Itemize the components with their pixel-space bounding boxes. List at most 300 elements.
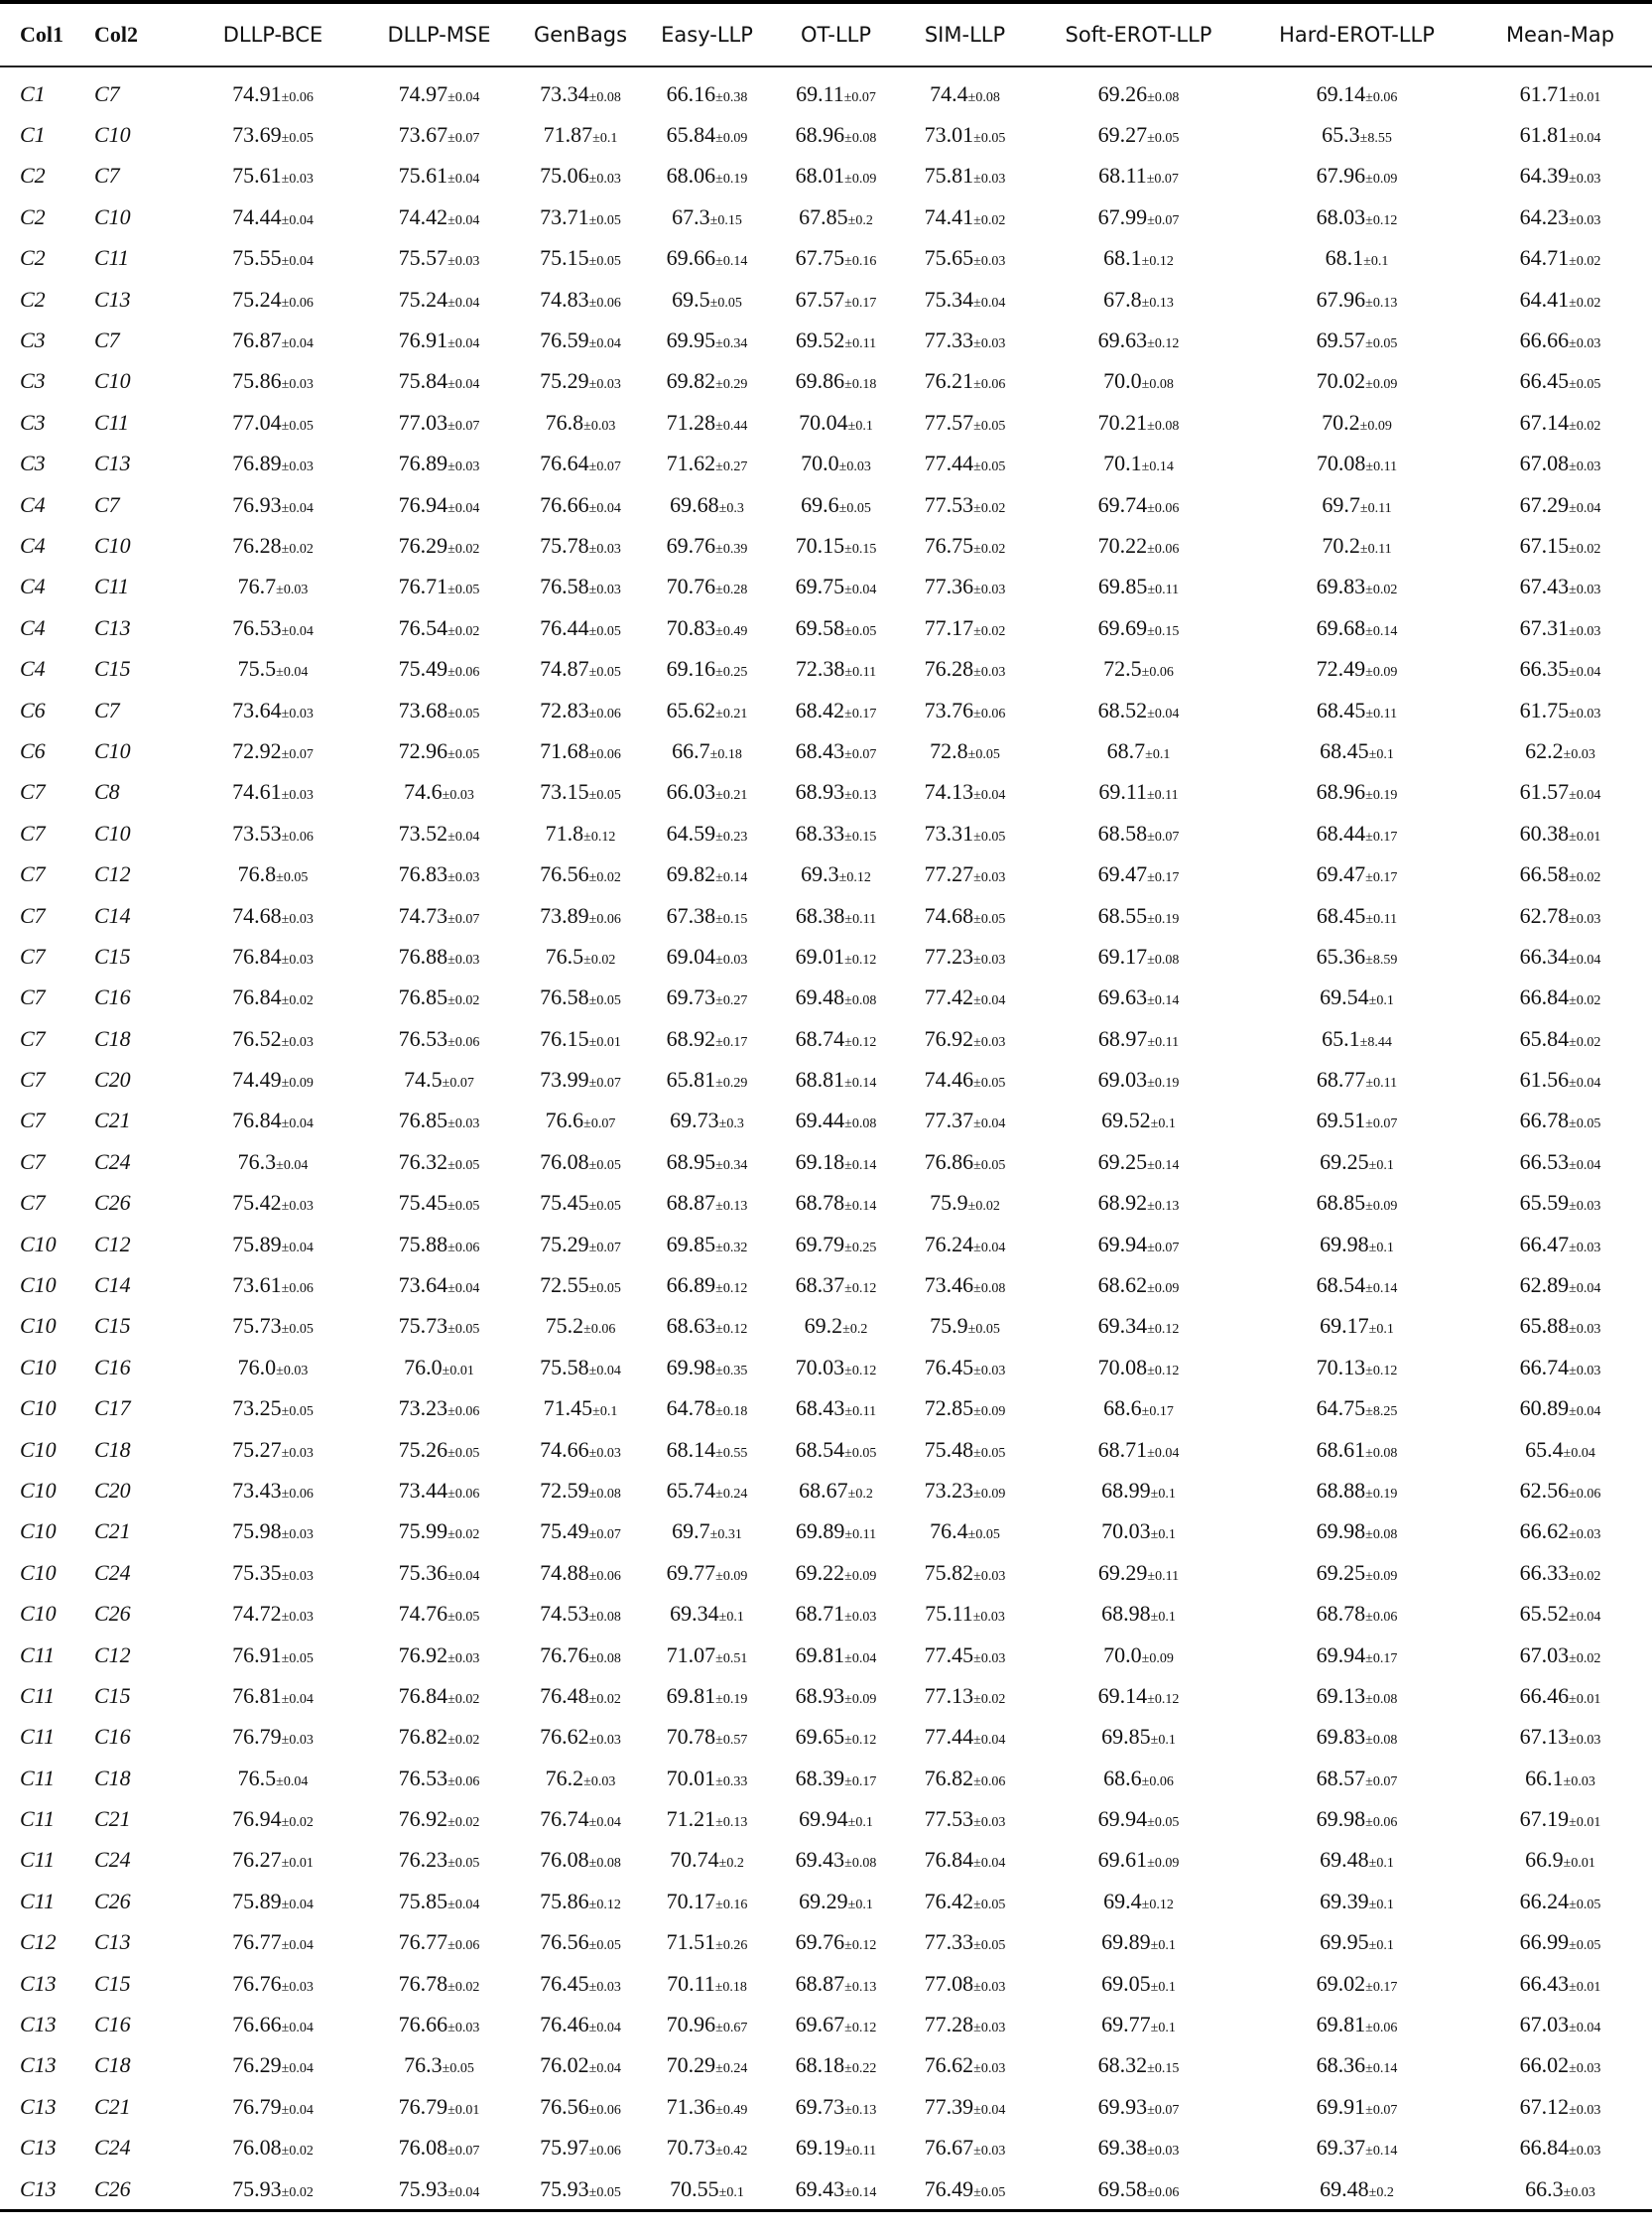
std-value: ±0.1	[1368, 1938, 1394, 1954]
mean-value: 66.43	[1519, 1970, 1570, 1996]
mean-value: 69.2	[804, 1313, 843, 1339]
std-value: ±0.12	[583, 829, 616, 845]
table-row	[0, 114, 1652, 155]
std-value: ±0.04	[447, 1281, 480, 1297]
std-value: ±0.05	[1147, 131, 1180, 147]
std-value: ±0.03	[1569, 623, 1601, 639]
value-cell	[774, 1429, 898, 1470]
mean-value: 66.47	[1519, 1231, 1570, 1256]
mean-value: 68.92	[1097, 1190, 1148, 1216]
mean-value: 76.0	[237, 1354, 277, 1379]
value-cell	[640, 648, 774, 689]
value-cell	[1032, 2168, 1245, 2209]
std-value: ±0.03	[838, 459, 871, 475]
value-cell	[521, 1141, 640, 1182]
std-value: ±0.06	[447, 1773, 480, 1789]
col1-cell: C4	[20, 574, 46, 599]
value-cell	[640, 114, 774, 155]
value-cell	[357, 2086, 521, 2127]
mean-value: 69.63	[1097, 984, 1148, 1010]
std-value: ±0.04	[281, 623, 314, 639]
value-cell	[357, 978, 521, 1018]
value-cell	[774, 1840, 898, 1881]
std-value: ±0.03	[281, 1445, 314, 1461]
value-cell	[357, 1470, 521, 1510]
std-value: ±0.05	[447, 746, 480, 762]
mean-value: 61.71	[1519, 80, 1570, 106]
value-cell	[357, 1141, 521, 1182]
value-cell	[521, 2086, 640, 2127]
mean-value: 76.78	[398, 1970, 448, 1996]
mean-value: 69.39	[1320, 1888, 1369, 1913]
mean-value: 69.73	[670, 1108, 719, 1133]
value-cell	[521, 2168, 640, 2209]
value-cell	[898, 1183, 1032, 1224]
mean-value: 76.84	[232, 1108, 282, 1133]
value-cell	[1032, 320, 1245, 360]
mean-value: 73.99	[540, 1067, 589, 1093]
mean-value: 66.53	[1519, 1148, 1570, 1174]
value-cell	[189, 1388, 357, 1429]
std-value: ±0.06	[973, 1773, 1006, 1789]
mean-value: 69.25	[1316, 1559, 1366, 1585]
value-cell	[640, 238, 774, 279]
col1-cell: C7	[20, 779, 46, 805]
mean-value: 75.93	[232, 2175, 282, 2201]
mean-value: 70.17	[666, 1888, 716, 1913]
std-value: ±0.14	[1147, 993, 1180, 1009]
std-value: ±0.07	[1365, 1116, 1398, 1132]
value-cell	[1032, 1840, 1245, 1881]
std-value: ±0.03	[588, 377, 621, 393]
mean-value: 69.04	[666, 943, 716, 969]
mean-value: 73.01	[924, 122, 974, 148]
std-value: ±0.17	[844, 1773, 877, 1789]
mean-value: 66.62	[1519, 1518, 1570, 1544]
mean-value: 68.77	[1316, 1067, 1366, 1093]
value-cell	[1468, 607, 1652, 648]
col1-cell: C13	[20, 2012, 57, 2037]
value-cell	[774, 1511, 898, 1552]
mean-value: 75.11	[925, 1601, 973, 1627]
std-value: ±0.08	[844, 1856, 877, 1872]
value-cell	[898, 648, 1032, 689]
std-value: ±0.2	[847, 212, 873, 228]
value-cell	[640, 361, 774, 402]
value-cell	[1032, 853, 1245, 894]
table-row	[0, 1183, 1652, 1224]
col1-cell: C6	[20, 697, 46, 722]
std-value: ±0.3	[718, 500, 744, 516]
mean-value: 68.38	[795, 902, 845, 928]
mean-value: 72.59	[540, 1477, 589, 1503]
table-row	[0, 402, 1652, 443]
std-value: ±0.07	[583, 1116, 616, 1132]
mean-value: 67.3	[672, 203, 710, 229]
value-cell	[640, 936, 774, 977]
mean-value: 69.01	[795, 943, 845, 969]
std-value: ±0.11	[1359, 541, 1392, 557]
bottom-rule	[0, 2209, 1652, 2212]
value-cell	[1032, 1018, 1245, 1059]
std-value: ±0.05	[281, 1404, 314, 1420]
value-cell	[357, 1183, 521, 1224]
table-row	[0, 238, 1652, 279]
mean-value: 76.89	[232, 451, 282, 476]
mean-value: 75.5	[237, 656, 277, 682]
mean-value: 68.06	[666, 163, 716, 189]
mean-value: 72.85	[924, 1395, 974, 1421]
value-cell	[1468, 1881, 1652, 1921]
value-cell	[1245, 1101, 1468, 1141]
std-value: ±0.06	[281, 1281, 314, 1297]
std-value: ±0.03	[276, 583, 309, 598]
col1-cell: C4	[20, 656, 46, 682]
mean-value: 71.36	[666, 2093, 716, 2119]
mean-value: 76.74	[540, 1806, 589, 1832]
std-value: ±0.11	[1147, 788, 1179, 804]
value-cell	[1468, 978, 1652, 1018]
mean-value: 69.79	[795, 1231, 845, 1256]
mean-value: 69.48	[795, 984, 845, 1010]
mean-value: 75.2	[545, 1313, 584, 1339]
std-value: ±0.05	[442, 2061, 474, 2077]
mean-value: 72.92	[232, 737, 282, 763]
value-cell	[357, 1798, 521, 1839]
value-cell	[357, 1511, 521, 1552]
std-value: ±0.01	[442, 1363, 474, 1378]
mean-value: 66.02	[1519, 2052, 1570, 2078]
std-value: ±0.05	[973, 131, 1006, 147]
std-value: ±0.05	[967, 1322, 1000, 1338]
value-cell	[898, 1141, 1032, 1182]
mean-value: 76.84	[398, 1682, 448, 1708]
col2-cell: C17	[94, 1395, 131, 1421]
mean-value: 69.43	[795, 2175, 845, 2201]
mean-value: 76.64	[540, 451, 589, 476]
std-value: ±0.02	[281, 1815, 314, 1831]
value-cell	[898, 1840, 1032, 1881]
mean-value: 76.85	[398, 1108, 448, 1133]
std-value: ±0.08	[1147, 89, 1180, 105]
table-row	[0, 525, 1652, 566]
value-cell	[189, 730, 357, 771]
mean-value: 75.06	[540, 163, 589, 189]
value-cell	[1468, 567, 1652, 607]
value-cell	[640, 1963, 774, 2004]
value-cell	[774, 525, 898, 566]
std-value: ±0.19	[1365, 1486, 1398, 1502]
mean-value: 70.21	[1097, 409, 1148, 435]
table-row	[0, 2168, 1652, 2209]
value-cell	[1468, 1264, 1652, 1305]
mean-value: 74.13	[924, 779, 974, 805]
value-cell	[898, 1511, 1032, 1552]
std-value: ±0.04	[281, 500, 314, 516]
std-value: ±0.05	[276, 870, 309, 886]
mean-value: 70.0	[1103, 368, 1142, 394]
std-value: ±0.03	[281, 377, 314, 393]
value-cell	[640, 156, 774, 197]
std-value: ±0.04	[281, 2102, 314, 2118]
value-cell	[357, 1717, 521, 1758]
mean-value: 76.02	[540, 2052, 589, 2078]
value-cell	[774, 1675, 898, 1716]
value-cell	[521, 1264, 640, 1305]
std-value: ±0.1	[847, 1897, 873, 1912]
value-cell	[1245, 1963, 1468, 2004]
std-value: ±0.1	[1368, 1322, 1394, 1338]
value-cell	[189, 1552, 357, 1593]
mean-value: 76.08	[540, 1847, 589, 1873]
column-header: OT-LLP	[774, 4, 898, 66]
std-value: ±0.11	[1147, 1034, 1180, 1050]
table-row	[0, 156, 1652, 197]
mean-value: 62.89	[1519, 1272, 1570, 1298]
value-cell	[189, 2086, 357, 2127]
value-cell	[640, 1717, 774, 1758]
std-value: ±0.1	[718, 1610, 744, 1626]
value-cell	[1245, 936, 1468, 977]
value-cell	[189, 66, 357, 114]
std-value: ±0.12	[1147, 336, 1180, 352]
mean-value: 75.61	[398, 163, 448, 189]
mean-value: 67.85	[799, 203, 848, 229]
std-value: ±0.18	[715, 1404, 748, 1420]
col1-cell: C10	[20, 1354, 57, 1379]
value-cell	[521, 1552, 640, 1593]
std-value: ±0.06	[447, 1938, 480, 1954]
std-value: ±0.09	[715, 131, 748, 147]
mean-value: 75.45	[540, 1190, 589, 1216]
value-cell	[357, 690, 521, 730]
col1-cell: C11	[20, 1765, 56, 1790]
col2-cell: C24	[94, 1559, 131, 1585]
std-value: ±0.09	[1141, 1650, 1174, 1666]
std-value: ±0.05	[973, 418, 1006, 434]
mean-value: 76.66	[232, 2012, 282, 2037]
std-value: ±0.12	[844, 1363, 877, 1378]
mean-value: 65.62	[666, 697, 716, 722]
std-value: ±0.51	[715, 1650, 748, 1666]
mean-value: 69.66	[666, 245, 716, 271]
value-cell	[1468, 1388, 1652, 1429]
std-value: ±0.07	[281, 746, 314, 762]
mean-value: 75.24	[232, 286, 282, 312]
table-row	[0, 648, 1652, 689]
col1-cell: C7	[20, 984, 46, 1010]
value-cell	[774, 444, 898, 484]
mean-value: 68.45	[1316, 697, 1366, 722]
mean-value: 67.15	[1519, 532, 1570, 558]
std-value: ±0.01	[1569, 89, 1601, 105]
std-value: ±0.03	[973, 1979, 1006, 1995]
value-cell	[1468, 648, 1652, 689]
std-value: ±0.04	[281, 1240, 314, 1255]
std-value: ±0.29	[715, 377, 748, 393]
table-row	[0, 1388, 1652, 1429]
value-cell	[521, 853, 640, 894]
mean-value: 75.42	[232, 1190, 282, 1216]
std-value: ±0.17	[1365, 829, 1398, 845]
mean-value: 69.93	[1097, 2093, 1148, 2119]
mean-value: 65.52	[1519, 1601, 1570, 1627]
std-value: ±0.03	[1569, 172, 1601, 188]
col2-cell: C21	[94, 2093, 131, 2119]
table-row	[0, 1963, 1652, 2004]
col2-cell: C12	[94, 1231, 131, 1256]
std-value: ±0.21	[715, 706, 748, 721]
mean-value: 64.75	[1316, 1395, 1366, 1421]
value-cell	[1245, 1470, 1468, 1510]
value-cell	[521, 320, 640, 360]
std-value: ±0.12	[844, 1034, 877, 1050]
mean-value: 76.53	[398, 1765, 448, 1790]
value-cell	[1032, 1675, 1245, 1716]
value-cell	[189, 936, 357, 977]
value-cell	[357, 1306, 521, 1347]
std-value: ±0.02	[1569, 1034, 1601, 1050]
col1-cell: C3	[20, 451, 46, 476]
mean-value: 69.98	[1316, 1806, 1366, 1832]
value-cell	[1245, 2128, 1468, 2168]
std-value: ±0.09	[1359, 418, 1392, 434]
value-cell	[640, 690, 774, 730]
std-value: ±8.44	[1359, 1034, 1392, 1050]
value-cell	[1032, 1388, 1245, 1429]
std-value: ±0.17	[1365, 870, 1398, 886]
std-value: ±0.05	[1569, 1897, 1601, 1912]
std-value: ±0.04	[588, 500, 621, 516]
std-value: ±0.1	[718, 2184, 744, 2200]
value-cell	[1032, 114, 1245, 155]
mean-value: 69.94	[1097, 1231, 1148, 1256]
std-value: ±0.11	[844, 2144, 877, 2160]
std-value: ±0.02	[1569, 254, 1601, 270]
mean-value: 76.08	[398, 2135, 448, 2161]
mean-value: 69.94	[799, 1806, 848, 1832]
std-value: ±0.04	[973, 1116, 1006, 1132]
col1-cell: C12	[20, 1929, 57, 1955]
std-value: ±0.07	[447, 2144, 480, 2160]
col2-cell: C7	[94, 697, 120, 722]
std-value: ±0.05	[447, 1157, 480, 1173]
value-cell	[189, 813, 357, 853]
mean-value: 77.08	[924, 1970, 974, 1996]
col1-cell: C10	[20, 1395, 57, 1421]
value-cell	[1245, 1552, 1468, 1593]
mean-value: 75.84	[398, 368, 448, 394]
mean-value: 69.65	[795, 1724, 845, 1750]
col1-cell: C10	[20, 1313, 57, 1339]
mean-value: 72.8	[930, 737, 968, 763]
value-cell	[774, 2168, 898, 2209]
value-cell	[189, 2128, 357, 2168]
value-cell	[521, 1593, 640, 1634]
value-cell	[898, 936, 1032, 977]
std-value: ±0.02	[1569, 418, 1601, 434]
std-value: ±0.02	[1569, 1568, 1601, 1584]
value-cell	[640, 2168, 774, 2209]
value-cell	[898, 1881, 1032, 1921]
value-cell	[774, 772, 898, 813]
mean-value: 71.28	[666, 409, 716, 435]
mean-value: 76.79	[232, 1724, 282, 1750]
mean-value: 69.85	[1097, 574, 1148, 599]
std-value: ±0.14	[1365, 2144, 1398, 2160]
mean-value: 67.03	[1519, 1641, 1570, 1667]
mean-value: 68.55	[1097, 902, 1148, 928]
mean-value: 69.63	[1097, 328, 1148, 353]
col1-cell: C7	[20, 1025, 46, 1051]
value-cell	[898, 197, 1032, 237]
mean-value: 69.11	[796, 80, 844, 106]
mean-value: 69.44	[795, 1108, 845, 1133]
std-value: ±0.04	[447, 1897, 480, 1912]
col2-cell: C11	[94, 245, 130, 271]
value-cell	[1032, 156, 1245, 197]
mean-value: 77.37	[924, 1108, 974, 1133]
std-value: ±0.09	[1365, 377, 1398, 393]
value-cell	[1245, 1018, 1468, 1059]
value-cell	[357, 1264, 521, 1305]
std-value: ±0.03	[281, 706, 314, 721]
table-row	[0, 1758, 1652, 1798]
std-value: ±0.08	[1147, 418, 1180, 434]
mean-value: 64.78	[666, 1395, 716, 1421]
std-value: ±0.07	[588, 459, 621, 475]
value-cell	[640, 1840, 774, 1881]
std-value: ±0.2	[847, 1486, 873, 1502]
std-value: ±0.03	[1569, 459, 1601, 475]
value-cell	[640, 772, 774, 813]
std-value: ±0.04	[447, 2184, 480, 2200]
std-value: ±0.02	[447, 541, 480, 557]
table-row	[0, 978, 1652, 1018]
mean-value: 75.49	[398, 656, 448, 682]
std-value: ±0.12	[1141, 1897, 1174, 1912]
mean-value: 66.78	[1519, 1108, 1570, 1133]
value-cell	[640, 2086, 774, 2127]
std-value: ±0.03	[281, 1733, 314, 1749]
col1-cell: C2	[20, 163, 46, 189]
value-cell	[898, 1635, 1032, 1675]
mean-value: 69.89	[1101, 1929, 1151, 1955]
value-cell	[189, 690, 357, 730]
col1-cell: C7	[20, 1190, 46, 1216]
value-cell	[774, 197, 898, 237]
mean-value: 76.76	[232, 1970, 282, 1996]
mean-value: 67.43	[1519, 574, 1570, 599]
col1-cell: C7	[20, 943, 46, 969]
value-cell	[1468, 2168, 1652, 2209]
mean-value: 76.67	[924, 2135, 974, 2161]
mean-value: 69.98	[666, 1354, 716, 1379]
std-value: ±0.03	[973, 952, 1006, 968]
std-value: ±0.06	[447, 1034, 480, 1050]
table-row	[0, 1922, 1652, 1963]
std-value: ±0.06	[281, 1486, 314, 1502]
value-cell	[1245, 66, 1468, 114]
mean-value: 67.19	[1519, 1806, 1570, 1832]
mean-value: 76.77	[398, 1929, 448, 1955]
std-value: ±0.02	[447, 1733, 480, 1749]
value-cell	[521, 2045, 640, 2086]
value-cell	[1032, 978, 1245, 1018]
value-cell	[774, 361, 898, 402]
value-cell	[1468, 690, 1652, 730]
mean-value: 65.84	[666, 122, 716, 148]
